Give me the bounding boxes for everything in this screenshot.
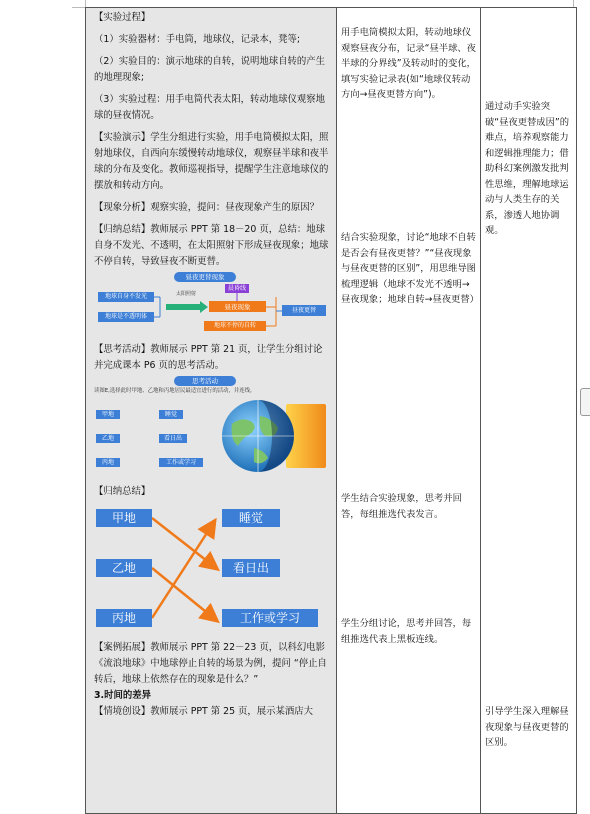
fig2-left-2: 丙地 (96, 458, 120, 467)
summary-1: 【归纳总结】教师展示 PPT 第 18－20 页，总结：地球自身不发光、不透明，在太阳照射下形成昼夜现象；地球不停自转，导致昼夜不断更替。 (94, 224, 329, 267)
fig1-right: 昼夜更替 (282, 305, 326, 316)
exp-demo: 【实验演示】学生分组进行实验，用手电筒模拟太阳，照射地球仪，自西向东缓慢转动地球仪，观察昼半球和夜半球的分布及变化。教师巡视指导，提醒学生注意地球仪的摆放和转动方向。 (94, 132, 329, 191)
fig1-mid-bottom: 地球不停的自转 (204, 321, 266, 331)
student-text-4: 学生分组讨论，思考并回答，每组推选代表上黑板连线。 (341, 618, 472, 645)
case-extension: 【案例拓展】教师展示 PPT 第 22－23 页，以科幻电影《流浪地球》中地球停止自转的场景为例，提问 “停止自转后，地球上依然存在的现象是什么？” (94, 642, 327, 685)
margin-mark-right (573, 0, 574, 7)
day-night-diagram (94, 272, 326, 334)
goal-text-1: 通过动手实验突破“昼夜更替成因”的难点，培养观察能力和逻辑推理能力；借助科幻案例激发批判性思维，理解地球运动与人类生存的关系，渗透人地协调观。 (485, 101, 570, 236)
fig2-question: 读图E,选择此时甲地、乙地和丙地居民最适宜进行的活动，并连线。 (94, 388, 256, 394)
design-intent-cell (481, 8, 577, 814)
scroll-handle[interactable] (580, 388, 590, 416)
fig3-right-1: 看日出 (222, 559, 280, 577)
fig1-title: 昼夜更替现象 (174, 272, 236, 282)
exp-step-2: （2）实验目的：演示地球的自转，说明地球自转的产生的地理现象; (94, 56, 325, 83)
teacher-activity-cell (86, 8, 337, 814)
summary-2: 【归纳总结】 (94, 486, 151, 497)
student-text-1: 用手电筒模拟太阳，转动地球仪观察昼夜分布，记录“昼半球、夜半球的分界线”及转动时的变化，填写实验记录表(如“地球仪转动方向→昼夜更替方向”)。 (341, 27, 476, 100)
scene-creation: 【情境创设】教师展示 PPT 第 25 页，展示某酒店大 (94, 706, 314, 717)
fig3-right-2: 工作或学习 (222, 609, 318, 627)
margin-mark-top (72, 7, 85, 8)
fig3-left-1: 乙地 (96, 559, 152, 577)
fig2-title: 思考活动 (174, 376, 236, 386)
fig1-left-top: 地球自身不发光 (98, 292, 154, 302)
fig3-right-0: 睡觉 (222, 509, 280, 527)
student-text-2: 结合实验现象，讨论“地球不自转是否会有昼夜更替？”“昼夜现象与昼夜更替的区别”，用思维导图梳理逻辑（地球不发光不透明→昼夜现象；地球自转→昼夜更替） (341, 232, 479, 305)
exp-step-1: （1）实验器材：手电筒，地球仪，记录本，凳等; (94, 34, 301, 45)
exp-step-3: （3）实验过程：用手电筒代表太阳，转动地球仪观察地球的昼夜情况。 (94, 94, 325, 121)
matching-figure (94, 502, 326, 632)
fig2-left-0: 甲地 (96, 410, 120, 419)
fig2-right-2: 工作或学习 (159, 458, 203, 467)
fig2-right-0: 睡觉 (159, 410, 183, 419)
goal-text-2: 引导学生深入理解昼夜现象与昼夜更替的区别。 (485, 706, 569, 748)
thinking-activity: 【思考活动】教师展示 PPT 第 21 页，让学生分组讨论并完成课本 P6 页的思考活动。 (94, 344, 323, 371)
margin-mark-left (85, 0, 86, 7)
lesson-table (85, 7, 577, 814)
student-text-3: 学生结合实验现象，思考并回答，每组推选代表发言。 (341, 493, 462, 520)
section-3-title: 3.时间的差异 (94, 690, 151, 701)
phenomenon-analysis: 【现象分析】观察实验，提问：昼夜现象产生的原因？ (94, 202, 320, 213)
fig1-left-bottom: 地球是不透明体 (98, 312, 154, 322)
fig1-mid-top: 晨昏线 (225, 284, 249, 293)
thinking-activity-figure (94, 376, 326, 476)
fig3-left-2: 丙地 (96, 609, 152, 627)
globe-illustration (216, 398, 326, 478)
fig2-left-1: 乙地 (96, 434, 120, 443)
exp-title: 【实验过程】 (94, 12, 151, 23)
student-activity-cell (337, 8, 481, 814)
fig2-right-1: 看日出 (159, 434, 187, 443)
fig1-arrow-label: 太阳照射 (176, 291, 197, 297)
fig1-mid: 昼夜现象 (209, 301, 266, 312)
fig3-left-0: 甲地 (96, 509, 152, 527)
